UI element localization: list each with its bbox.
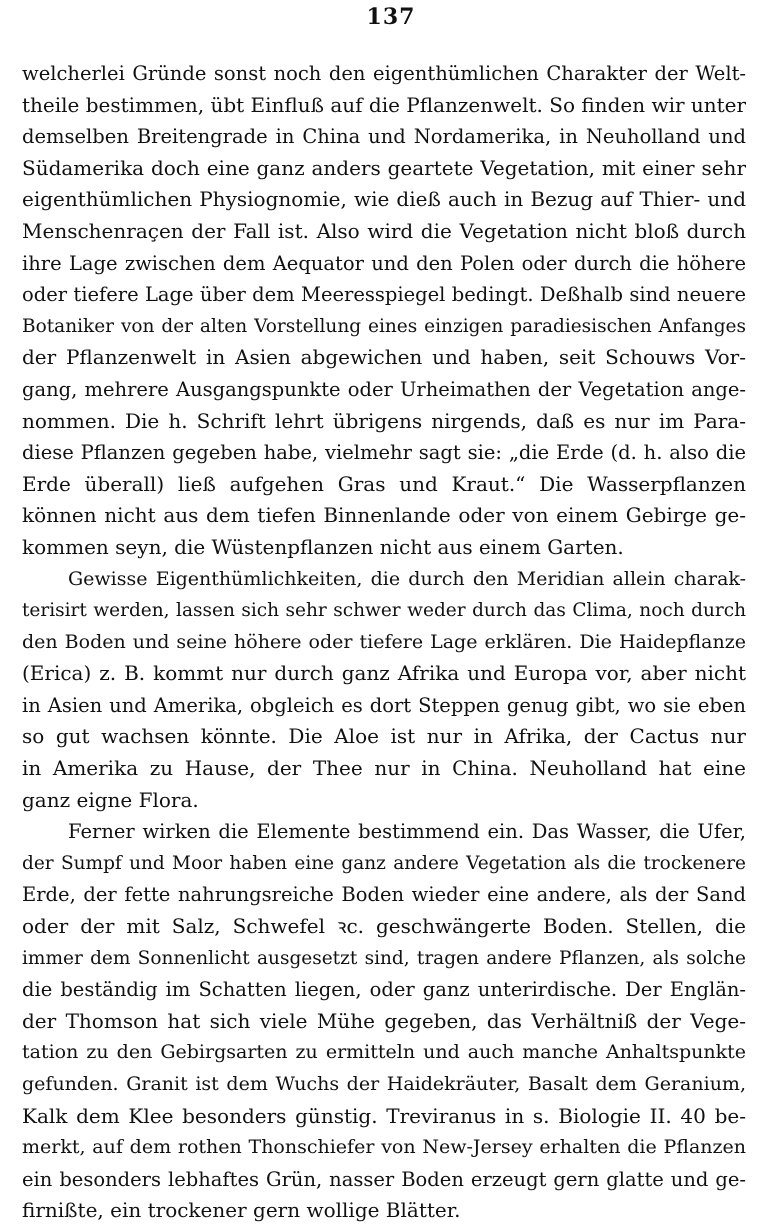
text-line: der Thomson hat sich viele Mühe gegeben, das Verhältniß der Vege-: [22, 1008, 746, 1033]
text-line: tation zu den Gebirgsarten zu ermitteln und auch manche Anhaltspunkte: [22, 1041, 746, 1064]
text-line: ihre Lage zwischen dem Aequator und den Polen oder durch die höhere: [22, 251, 746, 275]
paragraph-1: [22, 58, 746, 564]
text-line: Südamerika doch eine ganz anders geartete Vegetation, mit einer sehr: [22, 155, 746, 180]
text-line: Botaniker von der alten Vorstellung eines einzigen paradiesischen Anfanges: [22, 315, 746, 337]
text-line: eigenthümlichen Physiognomie, wie dieß auch in Bezug auf Thier- und: [22, 187, 746, 212]
text-line: oder der mit Salz, Schwefel ꝛc. geschwängerte Boden. Stellen, die: [22, 914, 746, 939]
text-line: können nicht aus dem tiefen Binnenlande oder von einem Gebirge ge-: [22, 503, 746, 528]
text-line: der Sumpf und Moor haben eine ganz andere Vegetation als die trockenere: [22, 852, 746, 874]
text-line: in Asien und Amerika, obgleich es dort Steppen genug gibt, wo sie eben: [22, 693, 746, 717]
text-line: Erde, der fette nahrungsreiche Boden wieder eine andere, als der Sand: [22, 883, 746, 907]
text-line: demselben Breitengrade in China und Nordamerika, in Neuholland und: [22, 125, 746, 149]
text-line: (Erica) z. B. kommt nur durch ganz Afrika und Europa vor, aber nicht: [22, 661, 746, 686]
text-line: ein besonders lebhaftes Grün, nasser Boden erzeugt gern glatte und ge-: [22, 1167, 746, 1191]
text-line: gefunden. Granit ist dem Wuchs der Haidekräuter, Basalt dem Geranium,: [22, 1073, 746, 1095]
page-number: 137: [366, 4, 416, 30]
text-line: Menschenraçen der Fall ist. Also wird die Vegetation nicht bloß durch: [22, 218, 746, 243]
text-line: ganz eigne Flora.: [22, 787, 199, 812]
paragraph-3: [22, 816, 746, 1227]
text-line: immer dem Sonnenlicht ausgesetzt sind, tragen andere Pflanzen, als solche: [22, 947, 746, 969]
text-line: Kalk dem Klee besonders günstig. Treviranus in s. Biologie II. 40 be-: [22, 1103, 746, 1128]
text-line: terisirt werden, lassen sich sehr schwer weder durch das Clima, noch durch: [22, 600, 746, 622]
text-line: die beständig im Schatten liegen, oder ganz unterirdische. Der Englän-: [22, 978, 746, 1002]
text-line: merkt, auf dem rothen Thonschiefer von New-Jersey erhalten die Pflanzen: [22, 1136, 746, 1159]
text-line: Ferner wirken die Elemente bestimmend ein. Das Wasser, die Ufer,: [68, 820, 746, 844]
text-line: nommen. Die h. Schrift lehrt übrigens nirgends, daß es nur im Para-: [22, 408, 746, 433]
text-line: diese Pflanzen gegeben habe, vielmehr sagt sie: „die Erde (d. h. also die: [22, 441, 746, 465]
text-line: den Boden und seine höhere oder tiefere Lage erklären. Die Haidepflanze: [22, 630, 746, 653]
body-text: [22, 58, 746, 1227]
text-line: theile bestimmen, übt Einfluß auf die Pflanzenwelt. So finden wir unter: [22, 92, 746, 117]
text-line: welcherlei Gründe sonst noch den eigenthümlichen Charakter der Welt-: [22, 62, 746, 85]
paragraph-2: [22, 564, 746, 817]
text-line: so gut wachsen könnte. Die Aloe ist nur in Afrika, der Cactus nur: [22, 724, 746, 749]
text-line: Gewisse Eigenthümlichkeiten, die durch den Meridian allein charak-: [68, 567, 746, 590]
text-line: firnißte, ein trockener gern wollige Blätter.: [22, 1198, 461, 1223]
text-line: gang, mehrere Ausgangspunkte oder Urheimathen der Vegetation ange-: [22, 377, 746, 401]
text-line: in Amerika zu Hause, der Thee nur in China. Neuholland hat eine: [22, 756, 746, 781]
text-line: oder tiefere Lage über dem Meeresspiegel bedingt. Deßhalb sind neuere: [22, 283, 746, 307]
text-line: kommen seyn, die Wüstenpflanzen nicht aus einem Garten.: [22, 534, 624, 559]
text-line: der Pflanzenwelt in Asien abgewichen und haben, seit Schouws Vor-: [22, 345, 746, 370]
text-line: Erde überall) ließ aufgehen Gras und Kraut.“ Die Wasserpflanzen: [22, 471, 746, 496]
